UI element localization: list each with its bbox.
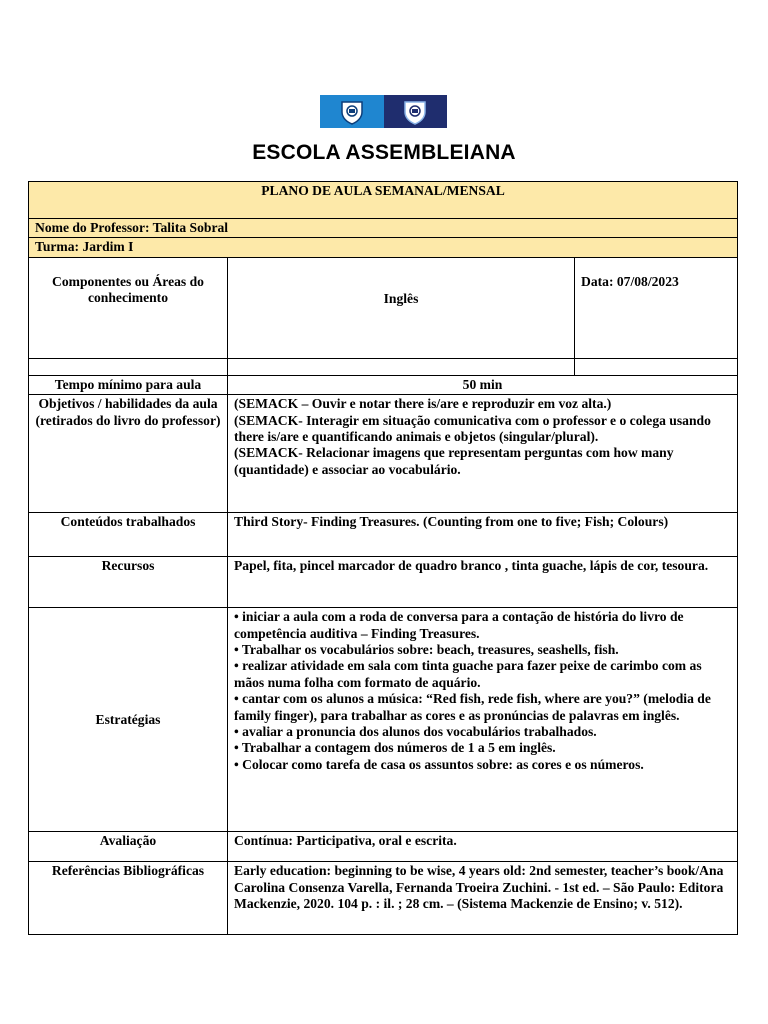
references-row bbox=[29, 862, 738, 935]
references-label: Referências Bibliográficas bbox=[29, 862, 228, 935]
evaluation-row bbox=[29, 832, 738, 862]
strategy-item: • cantar com os alunos a música: “Red fish, rede fish, where are you?” (melodia de family finger), para trabalhar as cores e as pronúncias de palavras em inglês. bbox=[234, 691, 711, 723]
class-name: Turma: Jardim I bbox=[29, 238, 738, 257]
spacer-cell bbox=[29, 358, 228, 375]
lesson-date: Data: 07/08/2023 bbox=[575, 257, 738, 358]
contents-label: Conteúdos trabalhados bbox=[29, 513, 228, 557]
shield-logo-icon bbox=[401, 99, 429, 125]
components-row bbox=[29, 257, 738, 358]
time-value: 50 min bbox=[228, 375, 738, 394]
strategy-item: • avaliar a pronuncia dos alunos dos vocabulários trabalhados. bbox=[234, 724, 597, 740]
resources-text: Papel, fita, pincel marcador de quadro branco , tinta guache, lápis de cor, tesoura. bbox=[228, 557, 738, 608]
strategies-label: Estratégias bbox=[29, 608, 228, 832]
spacer-cell bbox=[228, 358, 575, 375]
strategy-item: • realizar atividade em sala com tinta guache para fazer peixe de carimbo com as mãos numa folha com formato de aquário. bbox=[234, 658, 702, 690]
strategies-list bbox=[228, 608, 738, 832]
components-label: Componentes ou Áreas do conhecimento bbox=[29, 257, 228, 358]
plan-title-row bbox=[29, 182, 738, 219]
evaluation-label: Avaliação bbox=[29, 832, 228, 862]
resources-row bbox=[29, 557, 738, 608]
lesson-plan-table bbox=[28, 181, 738, 935]
strategy-item: • Trabalhar a contagem dos números de 1 a 5 em inglês. bbox=[234, 740, 556, 756]
contents-row bbox=[29, 513, 738, 557]
resources-label: Recursos bbox=[29, 557, 228, 608]
time-label: Tempo mínimo para aula bbox=[29, 375, 228, 394]
strategy-item: • Colocar como tarefa de casa os assuntos sobre: as cores e os números. bbox=[234, 756, 644, 772]
contents-text: Third Story- Finding Treasures. (Counting from one to five; Fish; Colours) bbox=[228, 513, 738, 557]
spacer-row bbox=[29, 358, 738, 375]
references-text: Early education: beginning to be wise, 4 years old: 2nd semester, teacher’s book/Ana Carolina Consenza Varella, Fernanda Troeira Zuchini. - 1st ed. – São Paulo: Editora Mackenzie, 2020. 104 p. : il. ; 28 cm. – (Sistema Mackenzie de Ensino; v. 512). bbox=[228, 862, 738, 935]
shield-logo-icon bbox=[338, 99, 366, 125]
objectives-label: Objetivos / habilidades da aula (retirados do livro do professor) bbox=[29, 395, 228, 513]
school-name: ESCOLA ASSEMBLEIANA bbox=[252, 141, 516, 164]
evaluation-text: Contínua: Participativa, oral e escrita. bbox=[228, 832, 738, 862]
objectives-row bbox=[29, 395, 738, 513]
school-logo bbox=[320, 95, 447, 128]
objectives-text: (SEMACK – Ouvir e notar there is/are e reproduzir em voz alta.) (SEMACK- Interagir em situação comunicativa com o professor e o colega usando there is/are e quantificando animais e objetos (singular/plural). (SEMACK- Relacionar imagens que representam perguntas com how many (quantidade) e associar ao vocabulário. bbox=[228, 395, 738, 513]
subject: Inglês bbox=[228, 257, 575, 358]
spacer-cell bbox=[575, 358, 738, 375]
teacher-name: Nome do Professor: Talita Sobral bbox=[29, 219, 738, 238]
logo-left bbox=[320, 95, 384, 128]
strategies-row bbox=[29, 608, 738, 832]
logo-right bbox=[384, 95, 448, 128]
teacher-row bbox=[29, 219, 738, 238]
strategy-item: • iniciar a aula com a roda de conversa para a contação de história do livro de competência auditiva – Finding Treasures. bbox=[234, 609, 684, 641]
time-row bbox=[29, 375, 738, 394]
strategy-item: • Trabalhar os vocabulários sobre: beach, treasures, seashells, fish. bbox=[234, 642, 619, 658]
class-row bbox=[29, 238, 738, 257]
plan-title: PLANO DE AULA SEMANAL/MENSAL bbox=[29, 182, 738, 219]
